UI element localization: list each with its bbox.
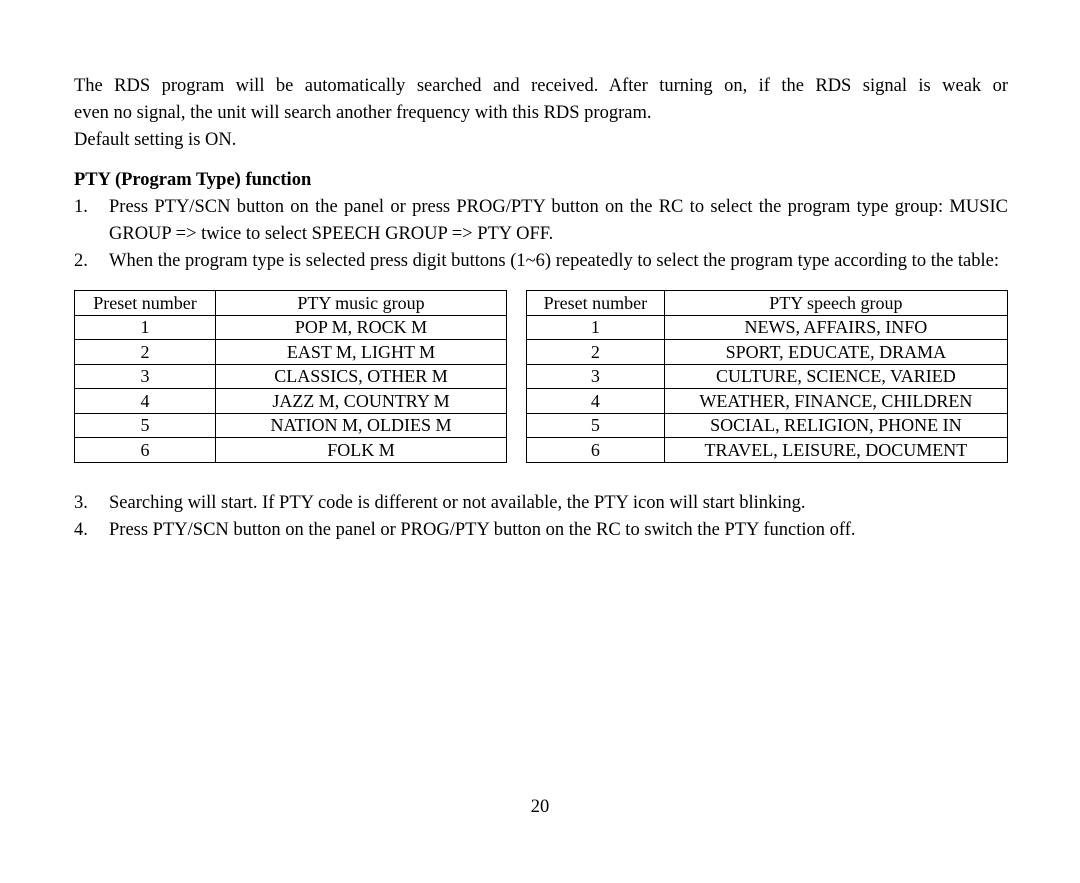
table-row: [75, 364, 507, 389]
list-item: [74, 248, 1008, 275]
page-number: 20: [530, 797, 550, 817]
table-row: [75, 389, 507, 414]
step-number: 2.: [74, 251, 88, 271]
table-header-row: [75, 291, 507, 316]
step-number: 1.: [74, 197, 88, 217]
table-row: [527, 364, 1008, 389]
table-cell: POP M, ROCK M: [216, 315, 507, 340]
table-cell: 4: [75, 389, 216, 414]
step-text: Press PTY/SCN button on the panel or PROG/PTY button on the RC to switch the PTY function off.: [109, 520, 856, 540]
table-cell: WEATHER, FINANCE, CHILDREN: [664, 389, 1007, 414]
table-row: [75, 340, 507, 365]
table-cell: SOCIAL, RELIGION, PHONE IN: [664, 413, 1007, 438]
intro-line-1: The RDS program will be automatically searched and received. After turning on, if the RDS signal is weak or: [74, 76, 1008, 96]
table-cell: JAZZ M, COUNTRY M: [216, 389, 507, 414]
table-cell: 3: [527, 364, 665, 389]
pty-tables: [74, 290, 1008, 464]
list-item: [74, 194, 1008, 248]
intro-line-2: even no signal, the unit will search another frequency with this RDS program.: [74, 103, 652, 123]
table-cell: 5: [527, 413, 665, 438]
table-row: [527, 438, 1008, 463]
table-cell: FOLK M: [216, 438, 507, 463]
list-item: [74, 517, 1008, 544]
table-row: [527, 315, 1008, 340]
table-cell: 1: [527, 315, 665, 340]
section-heading: PTY (Program Type) function: [74, 170, 312, 190]
table-row: [75, 315, 507, 340]
table-header-cell: Preset number: [527, 291, 665, 316]
step-number: 4.: [74, 520, 88, 540]
music-group-table: [74, 290, 507, 463]
table-cell: 1: [75, 315, 216, 340]
table-cell: 3: [75, 364, 216, 389]
step-text: Press PTY/SCN button on the panel or press PROG/PTY button on the RC to select the program type group: MUSIC GROUP => twice to select SPEECH GROUP => PTY OFF.: [109, 197, 1008, 244]
default-setting-text: Default setting is ON.: [74, 130, 237, 150]
table-row: [527, 340, 1008, 365]
table-cell: 4: [527, 389, 665, 414]
steps-list-after: [74, 490, 1008, 544]
step-text: When the program type is selected press digit buttons (1~6) repeatedly to select the program type according to the table:: [109, 251, 1000, 271]
table-row: [75, 413, 507, 438]
speech-group-table: [526, 290, 1008, 463]
table-cell: 5: [75, 413, 216, 438]
table-header-row: [527, 291, 1008, 316]
table-cell: EAST M, LIGHT M: [216, 340, 507, 365]
table-cell: TRAVEL, LEISURE, DOCUMENT: [664, 438, 1007, 463]
step-number: 3.: [74, 493, 88, 513]
table-cell: NEWS, AFFAIRS, INFO: [664, 315, 1007, 340]
table-cell: CULTURE, SCIENCE, VARIED: [664, 364, 1007, 389]
table-cell: 2: [75, 340, 216, 365]
list-item: [74, 490, 1008, 517]
table-cell: CLASSICS, OTHER M: [216, 364, 507, 389]
table-row: [527, 389, 1008, 414]
steps-list-before: [74, 194, 1008, 275]
table-row: [75, 438, 507, 463]
table-cell: 6: [527, 438, 665, 463]
table-cell: 6: [75, 438, 216, 463]
document-page: [74, 73, 1008, 544]
table-header-cell: PTY speech group: [664, 291, 1007, 316]
step-text: Searching will start. If PTY code is different or not available, the PTY icon will start blinking.: [109, 493, 806, 513]
table-row: [527, 413, 1008, 438]
table-cell: 2: [527, 340, 665, 365]
table-header-cell: Preset number: [75, 291, 216, 316]
table-header-cell: PTY music group: [216, 291, 507, 316]
table-cell: NATION M, OLDIES M: [216, 413, 507, 438]
table-cell: SPORT, EDUCATE, DRAMA: [664, 340, 1007, 365]
